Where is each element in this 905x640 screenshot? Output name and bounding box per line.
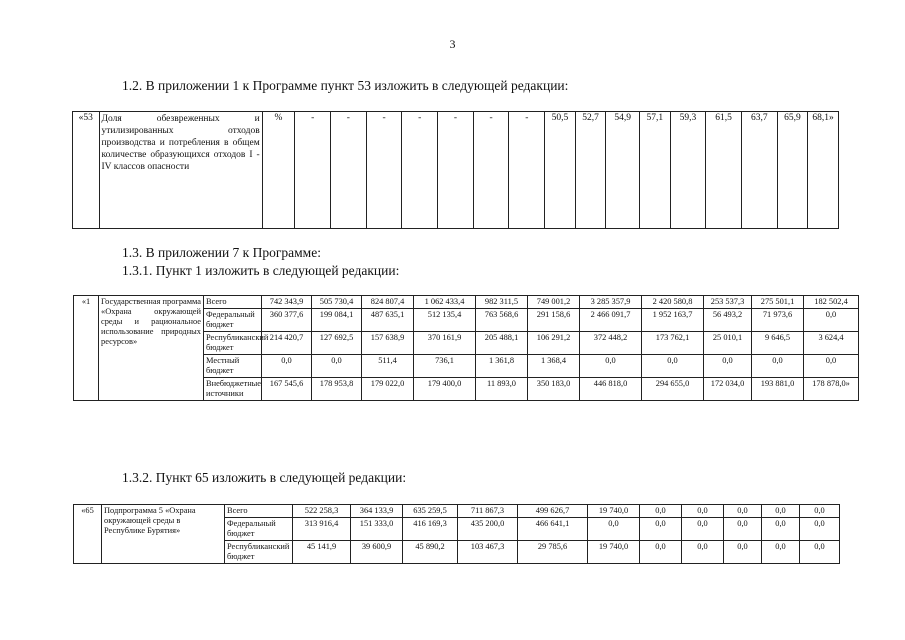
value-cell: 360 377,6 bbox=[262, 309, 312, 332]
value-cell: 2 420 580,8 bbox=[642, 296, 704, 309]
program-name: Государственная программа «Охрана окружающей среды и рациональное использование природных ресурсов» bbox=[99, 296, 204, 401]
value-cell: 763 568,6 bbox=[476, 309, 528, 332]
value-cell: 56 493,2 bbox=[704, 309, 752, 332]
value-cell: 52,7 bbox=[575, 112, 606, 229]
value-cell: 1 952 163,7 bbox=[642, 309, 704, 332]
value-cell: 0,0 bbox=[640, 541, 682, 564]
value-cell: 0,0 bbox=[762, 541, 800, 564]
value-cell: 3 624,4 bbox=[804, 332, 859, 355]
value-cell: 29 785,6 bbox=[518, 541, 588, 564]
value-cell: 151 333,0 bbox=[351, 518, 403, 541]
value-cell: 982 311,5 bbox=[476, 296, 528, 309]
source-label: Республиканский бюджет bbox=[225, 541, 293, 564]
value-cell: 0,0 bbox=[682, 518, 724, 541]
value-cell: 0,0 bbox=[588, 518, 640, 541]
value-cell: 65,9 bbox=[777, 112, 808, 229]
value-cell: 0,0 bbox=[704, 355, 752, 378]
value-cell: 749 001,2 bbox=[528, 296, 580, 309]
table-item-65 bbox=[73, 504, 840, 564]
value-cell: 635 259,5 bbox=[403, 505, 458, 518]
value-cell: 370 161,9 bbox=[414, 332, 476, 355]
value-cell: 193 881,0 bbox=[752, 378, 804, 401]
value-cell: 291 158,6 bbox=[528, 309, 580, 332]
value-cell: 173 762,1 bbox=[642, 332, 704, 355]
value-cell: 71 973,6 bbox=[752, 309, 804, 332]
value-cell: 313 916,4 bbox=[293, 518, 351, 541]
value-cell: 1 368,4 bbox=[528, 355, 580, 378]
value-cell: 0,0 bbox=[312, 355, 362, 378]
value-cell: - bbox=[509, 112, 545, 229]
value-cell: - bbox=[473, 112, 509, 229]
value-cell: 178 878,0» bbox=[804, 378, 859, 401]
value-cell: 742 343,9 bbox=[262, 296, 312, 309]
subprogram-name: Подпрограмма 5 «Охрана окружающей среды в Республике Бурятия» bbox=[102, 505, 225, 564]
value-cell: 435 200,0 bbox=[458, 518, 518, 541]
value-cell: 711 867,3 bbox=[458, 505, 518, 518]
value-cell: 511,4 bbox=[362, 355, 414, 378]
value-cell: 0,0 bbox=[800, 518, 840, 541]
value-cell: 0,0 bbox=[804, 309, 859, 332]
value-cell: 167 545,6 bbox=[262, 378, 312, 401]
value-cell: 505 730,4 bbox=[312, 296, 362, 309]
value-cell: 19 740,0 bbox=[588, 505, 640, 518]
value-cell: 0,0 bbox=[580, 355, 642, 378]
value-cell: 0,0 bbox=[800, 505, 840, 518]
value-cell: 2 466 091,7 bbox=[580, 309, 642, 332]
value-cell: 294 655,0 bbox=[642, 378, 704, 401]
value-cell: 19 740,0 bbox=[588, 541, 640, 564]
value-cell: 364 133,9 bbox=[351, 505, 403, 518]
heading-1-3-1: 1.3.1. Пункт 1 изложить в следующей редакции: bbox=[122, 263, 400, 278]
value-cell: 499 626,7 bbox=[518, 505, 588, 518]
heading-1-2: 1.2. В приложении 1 к Программе пункт 53 изложить в следующей редакции: bbox=[122, 78, 569, 93]
value-cell: 9 646,5 bbox=[752, 332, 804, 355]
value-cell: 3 285 357,9 bbox=[580, 296, 642, 309]
value-cell: 182 502,4 bbox=[804, 296, 859, 309]
value-cell: - bbox=[402, 112, 438, 229]
value-cell: 0,0 bbox=[682, 505, 724, 518]
row-number: «65 bbox=[74, 505, 102, 564]
row-number: «53 bbox=[73, 112, 100, 229]
value-cell: 512 135,4 bbox=[414, 309, 476, 332]
value-cell: 61,5 bbox=[706, 112, 742, 229]
value-cell: 25 010,1 bbox=[704, 332, 752, 355]
value-cell: 127 692,5 bbox=[312, 332, 362, 355]
value-cell: 446 818,0 bbox=[580, 378, 642, 401]
value-cell: 0,0 bbox=[762, 518, 800, 541]
value-cell: 275 501,1 bbox=[752, 296, 804, 309]
value-cell: - bbox=[438, 112, 474, 229]
value-cell: 0,0 bbox=[724, 505, 762, 518]
table-item-53 bbox=[72, 111, 839, 229]
value-cell: 68,1» bbox=[808, 112, 839, 229]
value-cell: - bbox=[295, 112, 331, 229]
value-cell: 1 062 433,4 bbox=[414, 296, 476, 309]
value-cell: 205 488,1 bbox=[476, 332, 528, 355]
source-label: Местный бюджет bbox=[204, 355, 262, 378]
value-cell: 106 291,2 bbox=[528, 332, 580, 355]
value-cell: 350 183,0 bbox=[528, 378, 580, 401]
value-cell: 0,0 bbox=[724, 518, 762, 541]
value-cell: 63,7 bbox=[741, 112, 777, 229]
value-cell: 736,1 bbox=[414, 355, 476, 378]
heading-1-3: 1.3. В приложении 7 к Программе: bbox=[122, 245, 321, 260]
value-cell: 0,0 bbox=[800, 541, 840, 564]
value-cell: 179 022,0 bbox=[362, 378, 414, 401]
value-cell: 214 420,7 bbox=[262, 332, 312, 355]
source-label: Федеральный бюджет bbox=[204, 309, 262, 332]
value-cell: 0,0 bbox=[752, 355, 804, 378]
value-cell: - bbox=[331, 112, 367, 229]
value-cell: 253 537,3 bbox=[704, 296, 752, 309]
value-cell: - bbox=[366, 112, 402, 229]
value-cell: 824 807,4 bbox=[362, 296, 414, 309]
value-cell: 45 890,2 bbox=[403, 541, 458, 564]
value-cell: 0,0 bbox=[640, 518, 682, 541]
value-cell: 0,0 bbox=[262, 355, 312, 378]
source-label: Всего bbox=[225, 505, 293, 518]
value-cell: 0,0 bbox=[640, 505, 682, 518]
value-cell: 103 467,3 bbox=[458, 541, 518, 564]
value-cell: 11 893,0 bbox=[476, 378, 528, 401]
indicator-name: Доля обезвреженных и утилизированных отходов производства и потребления в общем количестве образующихся отходов I - IV классов опасности bbox=[99, 112, 262, 229]
value-cell: 416 169,3 bbox=[403, 518, 458, 541]
value-cell: 199 084,1 bbox=[312, 309, 362, 332]
page-number: 3 bbox=[449, 37, 456, 51]
value-cell: 57,1 bbox=[639, 112, 670, 229]
source-label: Всего bbox=[204, 296, 262, 309]
table-item-1 bbox=[73, 295, 859, 401]
value-cell: 59,3 bbox=[670, 112, 706, 229]
value-cell: 1 361,8 bbox=[476, 355, 528, 378]
value-cell: 0,0 bbox=[804, 355, 859, 378]
source-label: Федеральный бюджет bbox=[225, 518, 293, 541]
value-cell: 522 258,3 bbox=[293, 505, 351, 518]
source-label: Внебюджетные источники bbox=[204, 378, 262, 401]
value-cell: 50,5 bbox=[545, 112, 576, 229]
value-cell: 0,0 bbox=[642, 355, 704, 378]
value-cell: 0,0 bbox=[724, 541, 762, 564]
value-cell: 466 641,1 bbox=[518, 518, 588, 541]
value-cell: 54,9 bbox=[606, 112, 640, 229]
value-cell: 0,0 bbox=[762, 505, 800, 518]
value-cell: 39 600,9 bbox=[351, 541, 403, 564]
unit: % bbox=[262, 112, 295, 229]
value-cell: 0,0 bbox=[682, 541, 724, 564]
heading-1-3-2: 1.3.2. Пункт 65 изложить в следующей редакции: bbox=[122, 470, 407, 485]
value-cell: 45 141,9 bbox=[293, 541, 351, 564]
value-cell: 179 400,0 bbox=[414, 378, 476, 401]
row-number: «1 bbox=[74, 296, 99, 401]
value-cell: 487 635,1 bbox=[362, 309, 414, 332]
value-cell: 157 638,9 bbox=[362, 332, 414, 355]
value-cell: 372 448,2 bbox=[580, 332, 642, 355]
value-cell: 172 034,0 bbox=[704, 378, 752, 401]
value-cell: 178 953,8 bbox=[312, 378, 362, 401]
source-label: Республиканский бюджет bbox=[204, 332, 262, 355]
